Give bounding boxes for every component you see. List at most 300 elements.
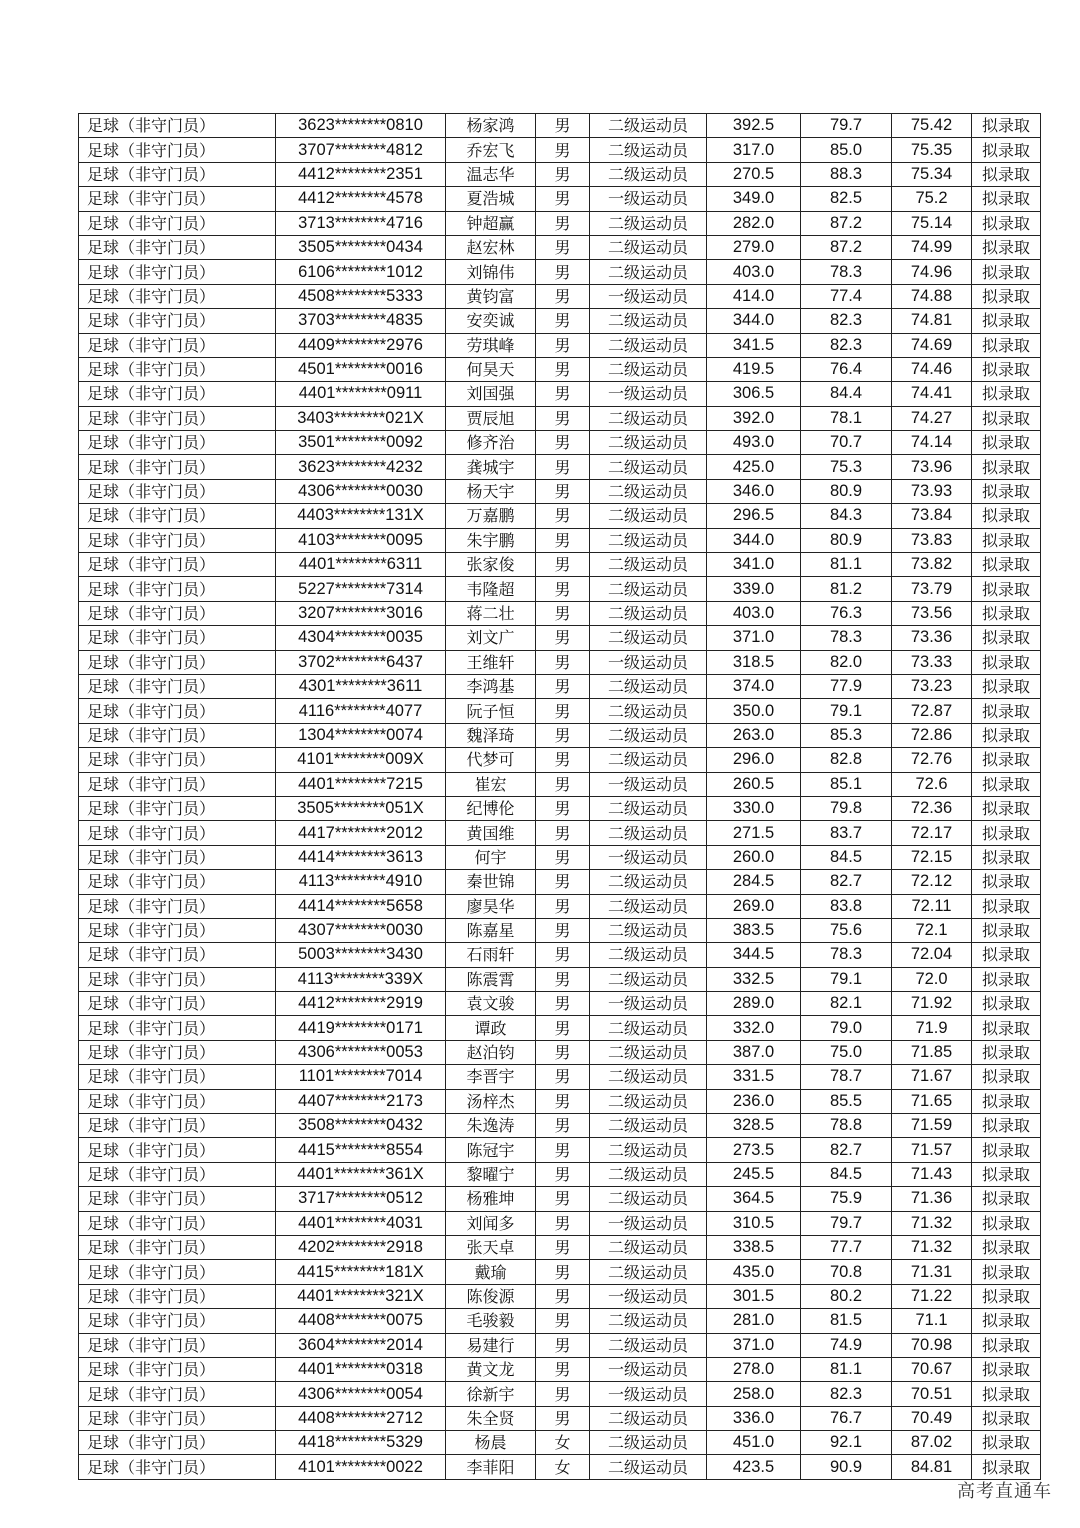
gender-cell: 男 [536,1016,590,1040]
total-score-cell: 74.96 [892,260,972,284]
name-cell: 安奕诚 [446,309,536,333]
table-row [79,1357,1041,1381]
sport-cell: 足球（非守门员） [79,894,276,918]
name-cell: 崔宏 [446,772,536,796]
culture-score-cell: 425.0 [707,455,801,479]
sport-cell: 足球（非守门员） [79,1187,276,1211]
sport-cell: 足球（非守门员） [79,1284,276,1308]
total-score-cell: 72.12 [892,870,972,894]
culture-score-cell: 383.5 [707,918,801,942]
culture-score-cell: 263.0 [707,723,801,747]
sport-cell: 足球（非守门员） [79,1040,276,1064]
name-cell: 杨晨 [446,1431,536,1455]
id-number-cell: 3713********4716 [276,211,446,235]
table-row [79,1406,1041,1430]
sport-cell: 足球（非守门员） [79,1309,276,1333]
table-row [79,1016,1041,1040]
result-cell: 拟录取 [972,1455,1041,1479]
sport-score-cell: 74.9 [801,1333,892,1357]
gender-cell: 女 [536,1455,590,1479]
result-cell: 拟录取 [972,1187,1041,1211]
sport-cell: 足球（非守门员） [79,260,276,284]
result-cell: 拟录取 [972,1162,1041,1186]
table-row [79,650,1041,674]
gender-cell: 男 [536,821,590,845]
total-score-cell: 70.67 [892,1357,972,1381]
id-number-cell: 4306********0030 [276,479,446,503]
gender-cell: 男 [536,1235,590,1259]
id-number-cell: 3508********0432 [276,1114,446,1138]
athlete-level-cell: 二级运动员 [590,211,707,235]
id-number-cell: 3505********0434 [276,235,446,259]
culture-score-cell: 289.0 [707,992,801,1016]
total-score-cell: 74.99 [892,235,972,259]
name-cell: 龚城宇 [446,455,536,479]
sport-score-cell: 76.7 [801,1406,892,1430]
culture-score-cell: 371.0 [707,626,801,650]
table-row [79,1235,1041,1259]
sport-cell: 足球（非守门员） [79,162,276,186]
total-score-cell: 72.86 [892,723,972,747]
result-cell: 拟录取 [972,577,1041,601]
result-cell: 拟录取 [972,772,1041,796]
name-cell: 温志华 [446,162,536,186]
id-number-cell: 4401********7215 [276,772,446,796]
table-row [79,235,1041,259]
result-cell: 拟录取 [972,455,1041,479]
total-score-cell: 71.43 [892,1162,972,1186]
gender-cell: 男 [536,1382,590,1406]
gender-cell: 男 [536,431,590,455]
result-cell: 拟录取 [972,1040,1041,1064]
id-number-cell: 4401********0911 [276,382,446,406]
id-number-cell: 3604********2014 [276,1333,446,1357]
gender-cell: 男 [536,1309,590,1333]
athlete-level-cell: 二级运动员 [590,796,707,820]
id-number-cell: 3702********6437 [276,650,446,674]
name-cell: 石雨轩 [446,943,536,967]
name-cell: 劳琪峰 [446,333,536,357]
sport-score-cell: 79.7 [801,1211,892,1235]
athlete-level-cell: 二级运动员 [590,1431,707,1455]
culture-score-cell: 258.0 [707,1382,801,1406]
sport-score-cell: 82.3 [801,333,892,357]
table-row [79,772,1041,796]
result-cell: 拟录取 [972,235,1041,259]
id-number-cell: 4103********0095 [276,528,446,552]
culture-score-cell: 270.5 [707,162,801,186]
total-score-cell: 75.2 [892,187,972,211]
culture-score-cell: 403.0 [707,601,801,625]
sport-score-cell: 83.8 [801,894,892,918]
total-score-cell: 71.65 [892,1089,972,1113]
table-row [79,1309,1041,1333]
athlete-level-cell: 二级运动员 [590,235,707,259]
gender-cell: 男 [536,479,590,503]
culture-score-cell: 435.0 [707,1260,801,1284]
total-score-cell: 74.27 [892,406,972,430]
gender-cell: 女 [536,1431,590,1455]
gender-cell: 男 [536,260,590,284]
result-cell: 拟录取 [972,406,1041,430]
result-cell: 拟录取 [972,894,1041,918]
id-number-cell: 4202********2918 [276,1235,446,1259]
name-cell: 陈嘉星 [446,918,536,942]
id-number-cell: 3505********051X [276,796,446,820]
name-cell: 代梦可 [446,748,536,772]
gender-cell: 男 [536,1406,590,1430]
gender-cell: 男 [536,748,590,772]
athlete-level-cell: 二级运动员 [590,479,707,503]
id-number-cell: 1101********7014 [276,1065,446,1089]
result-cell: 拟录取 [972,1138,1041,1162]
id-number-cell: 3703********4835 [276,309,446,333]
total-score-cell: 87.02 [892,1431,972,1455]
sport-score-cell: 84.5 [801,1162,892,1186]
sport-score-cell: 80.9 [801,479,892,503]
sport-cell: 足球（非守门员） [79,284,276,308]
culture-score-cell: 281.0 [707,1309,801,1333]
name-cell: 万嘉鹏 [446,504,536,528]
sport-score-cell: 76.4 [801,357,892,381]
sport-score-cell: 75.3 [801,455,892,479]
culture-score-cell: 371.0 [707,1333,801,1357]
sport-cell: 足球（非守门员） [79,1235,276,1259]
sport-cell: 足球（非守门员） [79,357,276,381]
gender-cell: 男 [536,894,590,918]
sport-cell: 足球（非守门员） [79,1431,276,1455]
sport-cell: 足球（非守门员） [79,309,276,333]
total-score-cell: 73.96 [892,455,972,479]
athlete-level-cell: 二级运动员 [590,1040,707,1064]
name-cell: 易建行 [446,1333,536,1357]
culture-score-cell: 349.0 [707,187,801,211]
sport-score-cell: 85.5 [801,1089,892,1113]
table-row [79,1431,1041,1455]
sport-cell: 足球（非守门员） [79,992,276,1016]
table-row [79,333,1041,357]
athlete-level-cell: 二级运动员 [590,674,707,698]
sport-score-cell: 81.1 [801,553,892,577]
id-number-cell: 4508********5333 [276,284,446,308]
result-cell: 拟录取 [972,357,1041,381]
table-row [79,479,1041,503]
culture-score-cell: 336.0 [707,1406,801,1430]
result-cell: 拟录取 [972,284,1041,308]
name-cell: 汤梓杰 [446,1089,536,1113]
table-row [79,821,1041,845]
result-cell: 拟录取 [972,528,1041,552]
sport-cell: 足球（非守门员） [79,1455,276,1479]
sport-cell: 足球（非守门员） [79,406,276,430]
table-row [79,723,1041,747]
total-score-cell: 74.14 [892,431,972,455]
sport-score-cell: 77.4 [801,284,892,308]
sport-score-cell: 76.3 [801,601,892,625]
sport-cell: 足球（非守门员） [79,845,276,869]
sport-score-cell: 83.7 [801,821,892,845]
id-number-cell: 4101********009X [276,748,446,772]
sport-score-cell: 82.0 [801,650,892,674]
gender-cell: 男 [536,162,590,186]
sport-cell: 足球（非守门员） [79,528,276,552]
result-cell: 拟录取 [972,504,1041,528]
sport-score-cell: 78.8 [801,1114,892,1138]
athlete-level-cell: 二级运动员 [590,162,707,186]
sport-cell: 足球（非守门员） [79,138,276,162]
sport-score-cell: 84.5 [801,845,892,869]
sport-score-cell: 82.3 [801,309,892,333]
id-number-cell: 4501********0016 [276,357,446,381]
result-cell: 拟录取 [972,626,1041,650]
id-number-cell: 4113********4910 [276,870,446,894]
name-cell: 纪博伦 [446,796,536,820]
culture-score-cell: 278.0 [707,1357,801,1381]
total-score-cell: 72.36 [892,796,972,820]
gender-cell: 男 [536,1357,590,1381]
gender-cell: 男 [536,1138,590,1162]
result-cell: 拟录取 [972,943,1041,967]
table-row [79,455,1041,479]
athlete-level-cell: 二级运动员 [590,114,707,138]
id-number-cell: 1304********0074 [276,723,446,747]
sport-cell: 足球（非守门员） [79,1162,276,1186]
result-cell: 拟录取 [972,674,1041,698]
athlete-level-cell: 二级运动员 [590,1187,707,1211]
culture-score-cell: 282.0 [707,211,801,235]
result-cell: 拟录取 [972,1333,1041,1357]
gender-cell: 男 [536,504,590,528]
sport-score-cell: 78.3 [801,943,892,967]
id-number-cell: 4417********2012 [276,821,446,845]
result-cell: 拟录取 [972,138,1041,162]
name-cell: 刘国强 [446,382,536,406]
gender-cell: 男 [536,284,590,308]
id-number-cell: 4401********6311 [276,553,446,577]
culture-score-cell: 387.0 [707,1040,801,1064]
table-row [79,1138,1041,1162]
gender-cell: 男 [536,1333,590,1357]
sport-score-cell: 79.1 [801,967,892,991]
gender-cell: 男 [536,455,590,479]
result-cell: 拟录取 [972,162,1041,186]
sport-cell: 足球（非守门员） [79,504,276,528]
total-score-cell: 73.84 [892,504,972,528]
result-cell: 拟录取 [972,650,1041,674]
gender-cell: 男 [536,1284,590,1308]
total-score-cell: 72.87 [892,699,972,723]
admission-table [78,113,1041,1480]
athlete-level-cell: 二级运动员 [590,1016,707,1040]
table-row [79,674,1041,698]
culture-score-cell: 392.5 [707,114,801,138]
gender-cell: 男 [536,577,590,601]
culture-score-cell: 284.5 [707,870,801,894]
id-number-cell: 4419********0171 [276,1016,446,1040]
table-row [79,1455,1041,1479]
total-score-cell: 84.81 [892,1455,972,1479]
table-row [79,114,1041,138]
gender-cell: 男 [536,699,590,723]
athlete-level-cell: 二级运动员 [590,431,707,455]
result-cell: 拟录取 [972,1406,1041,1430]
sport-score-cell: 81.5 [801,1309,892,1333]
athlete-level-cell: 一级运动员 [590,1357,707,1381]
id-number-cell: 4306********0053 [276,1040,446,1064]
culture-score-cell: 296.5 [707,504,801,528]
sport-score-cell: 70.7 [801,431,892,455]
gender-cell: 男 [536,870,590,894]
name-cell: 黄钧富 [446,284,536,308]
gender-cell: 男 [536,723,590,747]
athlete-level-cell: 二级运动员 [590,870,707,894]
sport-score-cell: 79.1 [801,699,892,723]
result-cell: 拟录取 [972,918,1041,942]
sport-score-cell: 81.1 [801,1357,892,1381]
total-score-cell: 74.69 [892,333,972,357]
gender-cell: 男 [536,772,590,796]
sport-score-cell: 75.0 [801,1040,892,1064]
id-number-cell: 4116********4077 [276,699,446,723]
culture-score-cell: 346.0 [707,479,801,503]
table-row [79,162,1041,186]
athlete-level-cell: 一级运动员 [590,1284,707,1308]
name-cell: 陈俊源 [446,1284,536,1308]
id-number-cell: 4301********3611 [276,674,446,698]
athlete-level-cell: 二级运动员 [590,309,707,333]
gender-cell: 男 [536,211,590,235]
table-row [79,1089,1041,1113]
name-cell: 夏浩城 [446,187,536,211]
table-row [79,992,1041,1016]
total-score-cell: 71.92 [892,992,972,1016]
table-row [79,382,1041,406]
total-score-cell: 72.76 [892,748,972,772]
gender-cell: 男 [536,1114,590,1138]
culture-score-cell: 279.0 [707,235,801,259]
result-cell: 拟录取 [972,431,1041,455]
name-cell: 秦世锦 [446,870,536,894]
total-score-cell: 71.22 [892,1284,972,1308]
table-row [79,553,1041,577]
result-cell: 拟录取 [972,992,1041,1016]
athlete-level-cell: 一级运动员 [590,284,707,308]
name-cell: 戴瑜 [446,1260,536,1284]
name-cell: 袁文骏 [446,992,536,1016]
sport-score-cell: 78.3 [801,260,892,284]
culture-score-cell: 317.0 [707,138,801,162]
id-number-cell: 4412********2351 [276,162,446,186]
total-score-cell: 73.33 [892,650,972,674]
result-cell: 拟录取 [972,479,1041,503]
athlete-level-cell: 一级运动员 [590,1211,707,1235]
total-score-cell: 70.51 [892,1382,972,1406]
id-number-cell: 4415********8554 [276,1138,446,1162]
athlete-level-cell: 二级运动员 [590,528,707,552]
sport-score-cell: 75.6 [801,918,892,942]
table-row [79,1260,1041,1284]
culture-score-cell: 245.5 [707,1162,801,1186]
result-cell: 拟录取 [972,699,1041,723]
gender-cell: 男 [536,357,590,381]
sport-score-cell: 75.9 [801,1187,892,1211]
name-cell: 黎曜宁 [446,1162,536,1186]
sport-score-cell: 77.7 [801,1235,892,1259]
id-number-cell: 4306********0054 [276,1382,446,1406]
culture-score-cell: 269.0 [707,894,801,918]
total-score-cell: 75.34 [892,162,972,186]
athlete-level-cell: 一级运动员 [590,845,707,869]
table-row [79,1211,1041,1235]
athlete-level-cell: 二级运动员 [590,748,707,772]
sport-score-cell: 82.3 [801,1382,892,1406]
sport-score-cell: 82.7 [801,1138,892,1162]
sport-score-cell: 87.2 [801,235,892,259]
name-cell: 赵宏林 [446,235,536,259]
id-number-cell: 4401********321X [276,1284,446,1308]
gender-cell: 男 [536,309,590,333]
id-number-cell: 4412********4578 [276,187,446,211]
table-row [79,870,1041,894]
id-number-cell: 4414********5658 [276,894,446,918]
sport-score-cell: 82.5 [801,187,892,211]
total-score-cell: 73.83 [892,528,972,552]
result-cell: 拟录取 [972,309,1041,333]
athlete-level-cell: 二级运动员 [590,918,707,942]
athlete-level-cell: 二级运动员 [590,1065,707,1089]
result-cell: 拟录取 [972,967,1041,991]
result-cell: 拟录取 [972,1065,1041,1089]
id-number-cell: 3623********0810 [276,114,446,138]
result-cell: 拟录取 [972,870,1041,894]
culture-score-cell: 350.0 [707,699,801,723]
sport-cell: 足球（非守门员） [79,1016,276,1040]
culture-score-cell: 341.0 [707,553,801,577]
culture-score-cell: 331.5 [707,1065,801,1089]
sport-cell: 足球（非守门员） [79,479,276,503]
sport-score-cell: 79.0 [801,1016,892,1040]
table-row [79,138,1041,162]
result-cell: 拟录取 [972,796,1041,820]
athlete-level-cell: 二级运动员 [590,1235,707,1259]
name-cell: 朱全贤 [446,1406,536,1430]
result-cell: 拟录取 [972,1284,1041,1308]
sport-cell: 足球（非守门员） [79,967,276,991]
culture-score-cell: 306.5 [707,382,801,406]
id-number-cell: 4408********0075 [276,1309,446,1333]
athlete-level-cell: 二级运动员 [590,577,707,601]
id-number-cell: 4401********4031 [276,1211,446,1235]
total-score-cell: 71.32 [892,1211,972,1235]
id-number-cell: 4307********0030 [276,918,446,942]
name-cell: 黄国维 [446,821,536,845]
athlete-level-cell: 一级运动员 [590,650,707,674]
result-cell: 拟录取 [972,211,1041,235]
athlete-level-cell: 二级运动员 [590,943,707,967]
total-score-cell: 72.1 [892,918,972,942]
name-cell: 魏泽琦 [446,723,536,747]
gender-cell: 男 [536,1260,590,1284]
culture-score-cell: 493.0 [707,431,801,455]
table-row [79,309,1041,333]
name-cell: 何宇 [446,845,536,869]
name-cell: 黄文龙 [446,1357,536,1381]
sport-cell: 足球（非守门员） [79,943,276,967]
culture-score-cell: 344.0 [707,528,801,552]
sport-cell: 足球（非守门员） [79,187,276,211]
sport-cell: 足球（非守门员） [79,211,276,235]
table-row [79,1065,1041,1089]
